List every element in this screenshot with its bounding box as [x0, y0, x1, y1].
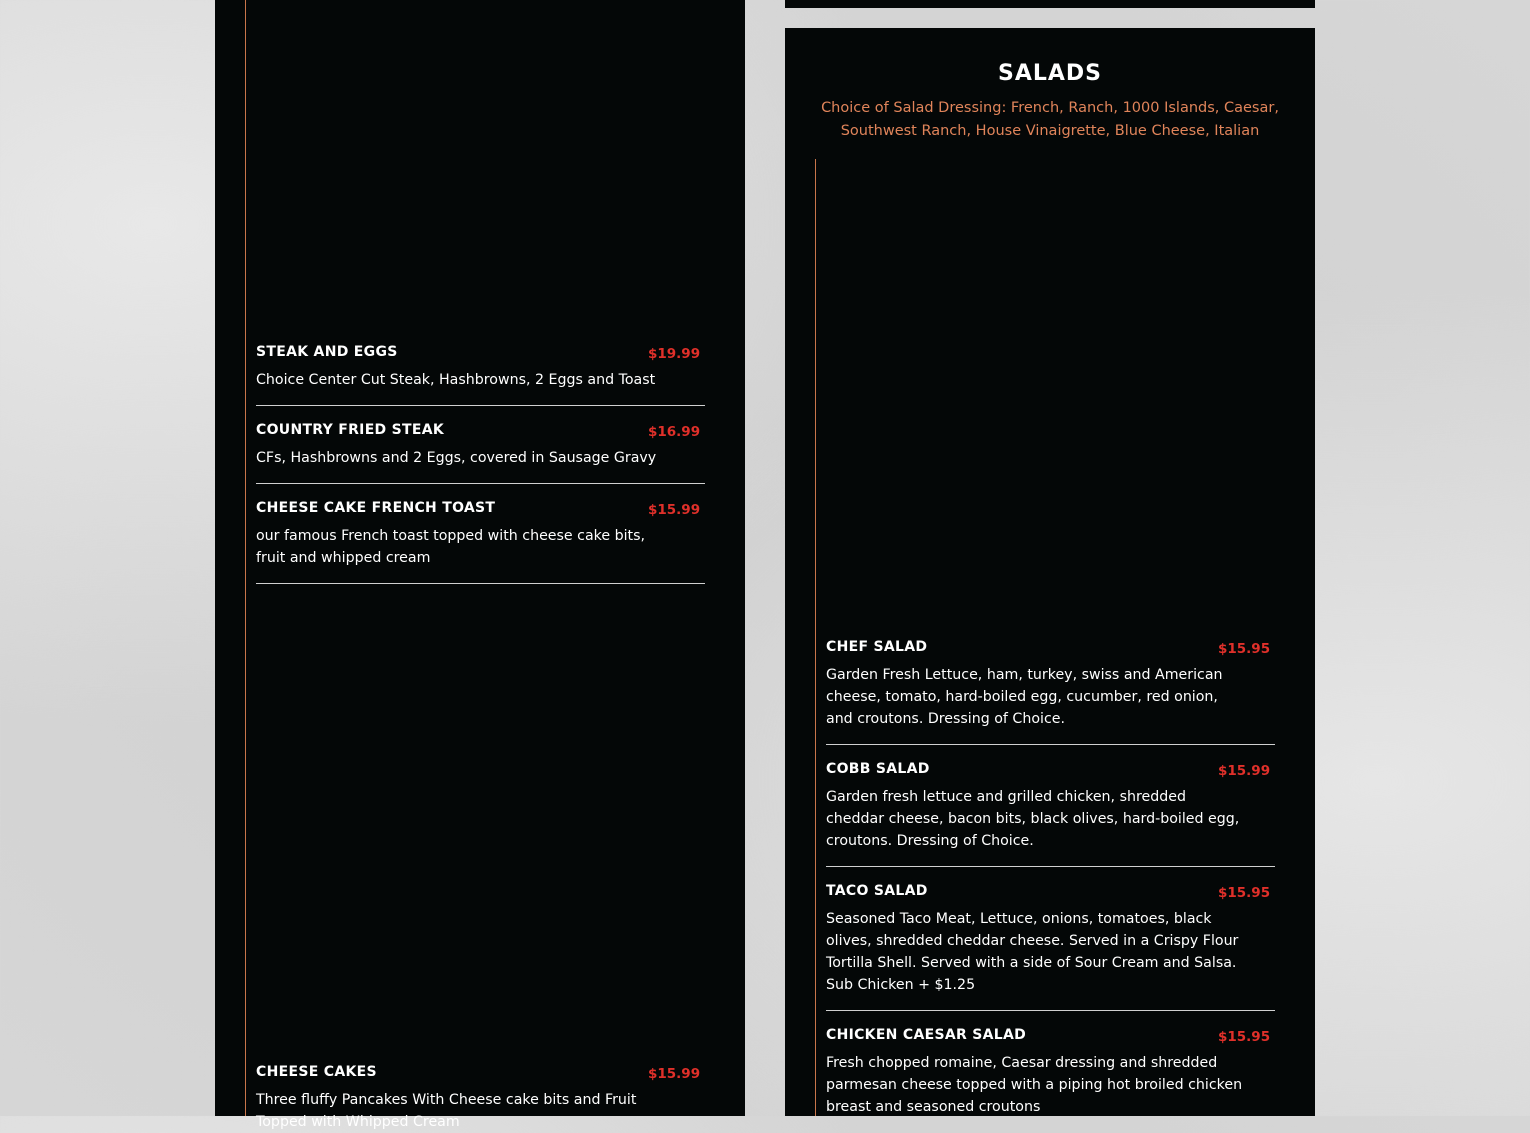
item-name: CHICKEN CAESAR SALAD: [826, 1027, 1027, 1043]
item-description: Three fluffy Pancakes With Cheese cake bits and Fruit Topped with Whipped Cream: [256, 1092, 637, 1130]
item-name: TACO SALAD: [826, 883, 928, 899]
item-description: our famous French toast topped with cheese cake bits, fruit and whipped cream: [256, 528, 646, 566]
salads-panel: [785, 28, 1315, 1116]
item-name: COUNTRY FRIED STEAK: [256, 422, 445, 438]
item-price: $15.95: [1218, 885, 1271, 901]
item-name: CHEF SALAD: [826, 639, 928, 655]
item-price: $16.99: [648, 424, 701, 440]
item-divider: [256, 483, 705, 484]
section-note: Choice of Salad Dressing: French, Ranch, 1000 Islands, Caesar, Southwest Ranch, House Vinaigrette, Blue Cheese, Italian: [821, 100, 1279, 139]
item-price: $19.99: [648, 346, 701, 362]
item-price: $15.99: [648, 502, 701, 518]
accent-line: [815, 159, 816, 1116]
item-divider: [826, 1010, 1275, 1011]
item-price: $15.99: [648, 1066, 701, 1082]
breakfast-menu-panel: [215, 0, 745, 1130]
item-name: CHEESE CAKES: [256, 1064, 377, 1080]
item-description: Garden Fresh Lettuce, ham, turkey, swiss and American cheese, tomato, hard-boiled egg, cucumber, red onion, and croutons. Dressing of Choice.: [826, 667, 1223, 727]
item-name: COBB SALAD: [826, 761, 930, 777]
item-description: Seasoned Taco Meat, Lettuce, onions, tomatoes, black olives, shredded cheddar cheese. Served in a Crispy Flour Tortilla Shell. Served with a side of Sour Cream and Salsa. Sub Chicken + $1.25: [826, 911, 1239, 993]
item-price: $15.95: [1218, 641, 1271, 657]
item-description: Choice Center Cut Steak, Hashbrowns, 2 Eggs and Toast: [256, 372, 656, 388]
accent-line: [245, 0, 246, 1116]
item-divider: [826, 744, 1275, 745]
item-price: $15.99: [1218, 763, 1271, 779]
item-description: Garden fresh lettuce and grilled chicken, shredded cheddar cheese, bacon bits, black olives, hard-boiled egg, croutons. Dressing of Choice.: [826, 789, 1240, 849]
item-divider: [826, 866, 1275, 867]
item-description: Fresh chopped romaine, Caesar dressing and shredded parmesan cheese topped with a piping hot broiled chicken breast and seasoned croutons: [826, 1055, 1243, 1115]
item-divider: [256, 405, 705, 406]
item-divider: [256, 583, 705, 584]
previous-section-panel: [785, 0, 1315, 8]
section-title: SALADS: [997, 61, 1103, 86]
item-description: CFs, Hashbrowns and 2 Eggs, covered in Sausage Gravy: [256, 450, 657, 466]
item-name: CHEESE CAKE FRENCH TOAST: [256, 500, 496, 516]
item-name: STEAK AND EGGS: [256, 344, 398, 360]
item-price: $15.95: [1218, 1029, 1271, 1045]
